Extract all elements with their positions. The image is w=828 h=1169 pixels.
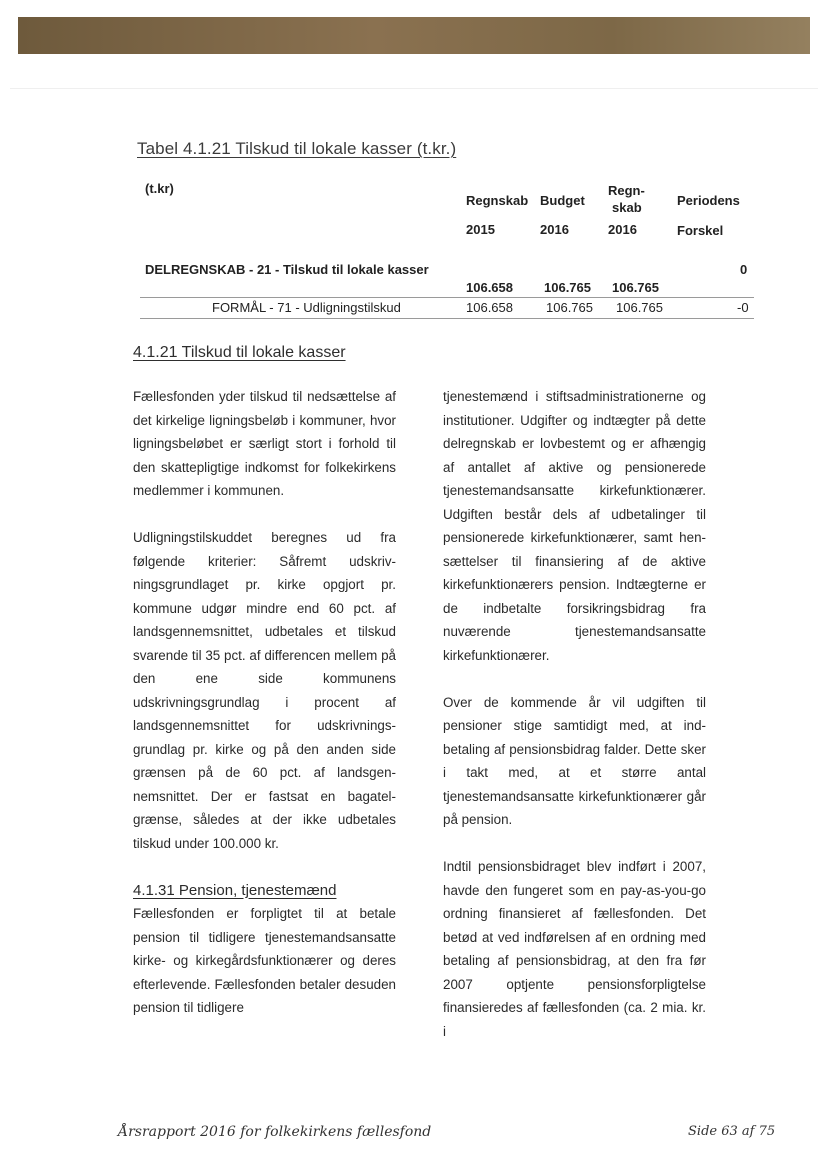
left-paragraph-3: Fællesfonden er forpligtet til at betale pension til tidligere tjenestemandsansatte kirke- og kirkegårdsfunktionærer og deres efterlevende. Fællesfonden betaler desuden pension til tidligere [133,906,396,1015]
table-row-divider [140,297,754,298]
row-formaal-regnskab-2016: 106.765 [616,300,663,315]
unit-label: (t.kr) [145,181,174,196]
right-paragraph-1: tjenestemænd i stiftsadministrationerne og institutioner. Udgifter og indtægter på dette delregnskab er lovbestemt og er afhængig af antallet af aktive og pensionerede tjenestemandsansatte kirkefunktionærer. Udgiften består dels af udbetalinger til pensionerede kirkefunktionærer, samt hensættelser til finansiering af de aktive kirkefunktionærers pension. Indtægterne er de indbetalte forsikringsbidrag fra nuværende tjenestemandsansatte kirkefunktionærer. [443,389,706,663]
header-regnskab2-line2: skab [612,200,642,215]
section-heading: 4.1.21 Tilskud til lokale kasser [133,344,346,361]
row-delregnskab-regnskab-2015: 106.658 [466,280,513,295]
header-regnskab-year: 2015 [466,222,495,237]
footer-page-number: Side 63 af 75 [688,1124,776,1139]
right-column [443,385,706,1043]
row-formaal-regnskab-2015: 106.658 [466,300,513,315]
header-regnskab2-year: 2016 [608,222,637,237]
right-paragraph-2: Over de kommende år vil udgiften til pensioner stige samtidigt med, at indbetaling af pensionsbidrag falder. Dette sker i takt med, at et større antal tjenestemandsansatte kirkefunktionærer går på pension. [443,694,706,827]
table-bottom-rule [140,318,754,319]
footer-report-title: Årsrapport 2016 for folkekirkens fællesfond [118,1124,432,1140]
right-paragraph-3: Indtil pensionsbidraget blev indført i 2007, havde den fungeret som en pay-as-you-go ordning finansieret af fællesfonden. Det betød at ved indførelsen af en ordning med betaling af pensionsbidrag, at den fra før 2007 optjente pensionsforpligtelse finansieredes af fællesfonden (ca. 2 mia. kr. i [443,859,706,1039]
row-delregnskab-budget-2016: 106.765 [544,280,591,295]
row-formaal-budget-2016: 106.765 [546,300,593,315]
row-delregnskab-label: DELREGNSKAB - 21 - Tilskud til lokale kasser [145,262,429,277]
header-divider [10,88,818,89]
pension-subheading: 4.1.31 Pension, tjenestemænd [133,881,337,899]
row-delregnskab-forskel: 0 [740,262,748,277]
header-bar [18,17,810,54]
row-formaal-forskel: -0 [737,300,749,315]
left-paragraph-1: Fællesfonden yder tilskud til nedsættelse af det kirkelige ligningsbeløb i kommuner, hvor ligningsbeløbet er særligt stort i forhold til den skattepligtige indkomst for folkekirkens medlemmer i kommunen. [133,389,396,498]
header-periodens: Periodens [677,193,740,208]
left-paragraph-2: Udligningstilskuddet beregnes ud fra følgende kriterier: Såfremt udskrivningsgrundlaget pr. kirke opgjort pr. kommune udgør mindre end 60 pct. af landsgennemsnittet, udbetales et tilskud svarende til 35 pct. af differencen mellem på den ene side kommunens udskrivningsgrundlag i procent af landsgennemsnittet for udskrivningsgrundlag pr. kirke og på den anden side grænsen på de 60 pct. af landsgennemsnittet. Der er fastsat en bagatelgrænse, således at der ikke udbetales tilskud under 100.000 kr. [133,530,396,851]
row-formaal-label: FORMÅL - 71 - Udligningstilskud [212,300,401,315]
table-title: Tabel 4.1.21 Tilskud til lokale kasser (t.kr.) [137,139,457,158]
left-column [133,385,396,1020]
header-regnskab2-line1: Regn- [608,183,645,198]
header-budget: Budget [540,193,585,208]
header-budget-year: 2016 [540,222,569,237]
row-delregnskab-regnskab-2016: 106.765 [612,280,659,295]
header-forskel: Forskel [677,223,724,238]
header-regnskab: Regnskab [466,193,529,208]
